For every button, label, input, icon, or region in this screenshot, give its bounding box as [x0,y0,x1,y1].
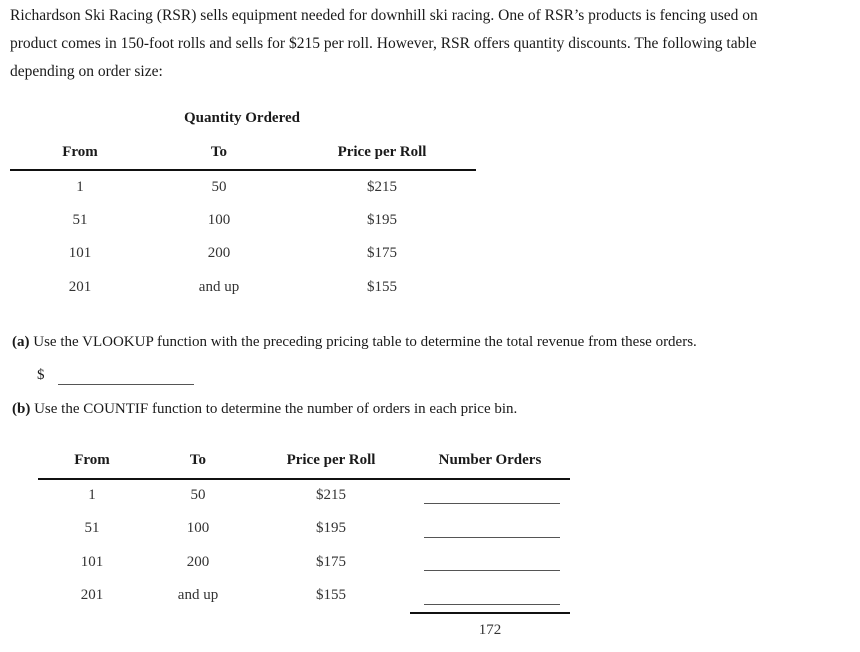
number-orders-blank[interactable] [424,570,560,571]
from-cell: 201 [80,587,104,603]
table-header-rule [10,169,476,171]
from-cell: 1 [88,487,96,503]
price-cell: $175 [367,245,397,261]
question-a-label: (a) [12,334,30,350]
question-b [12,401,517,418]
table-header-rule [38,478,570,480]
to-cell: 200 [207,245,231,261]
to-cell: and up [198,279,240,295]
price-cell: $195 [367,212,397,228]
to-cell: 50 [211,179,227,195]
to-cell: 200 [186,554,210,570]
price-column-header: Price per Roll [337,144,427,160]
question-b-label: (b) [12,401,31,417]
number-orders-blank[interactable] [424,503,560,504]
question-b-text: Use the COUNTIF function to determine the number of orders in each price bin. [34,401,518,417]
number-orders-blank[interactable] [424,604,560,605]
intro-line-2: product comes in 150-foot rolls and sells for $215 per roll. However, RSR offers quantity discounts. The following table [10,35,757,52]
price-cell: $215 [316,487,346,503]
total-rule [410,612,570,614]
quantity-ordered-header: Quantity Ordered [184,110,300,126]
intro-line-3: depending on order size: [10,63,163,80]
from-column-header: From [74,452,110,468]
from-cell: 101 [68,245,92,261]
from-cell: 51 [72,212,88,228]
from-column-header: From [62,144,98,160]
question-a-text: Use the VLOOKUP function with the preceding pricing table to determine the total revenue from these orders. [33,334,697,350]
to-cell: 50 [190,487,206,503]
currency-symbol: $ [37,367,45,383]
price-cell: $155 [316,587,346,603]
price-cell: $195 [316,520,346,536]
to-cell: and up [177,587,219,603]
price-cell: $215 [367,179,397,195]
to-cell: 100 [186,520,210,536]
from-cell: 51 [84,520,100,536]
total-orders-value: 172 [478,622,502,638]
price-cell: $175 [316,554,346,570]
from-cell: 101 [80,554,104,570]
price-column-header: Price per Roll [286,452,376,468]
price-cell: $155 [367,279,397,295]
from-cell: 1 [76,179,84,195]
number-orders-header: Number Orders [438,452,542,468]
to-cell: 100 [207,212,231,228]
to-column-header: To [210,144,228,160]
number-orders-blank[interactable] [424,537,560,538]
from-cell: 201 [68,279,92,295]
question-a [12,334,697,351]
intro-line-1: Richardson Ski Racing (RSR) sells equipment needed for downhill ski racing. One of RSR’s products is fencing used on [10,7,758,24]
to-column-header: To [189,452,207,468]
revenue-answer-blank[interactable] [58,384,194,385]
